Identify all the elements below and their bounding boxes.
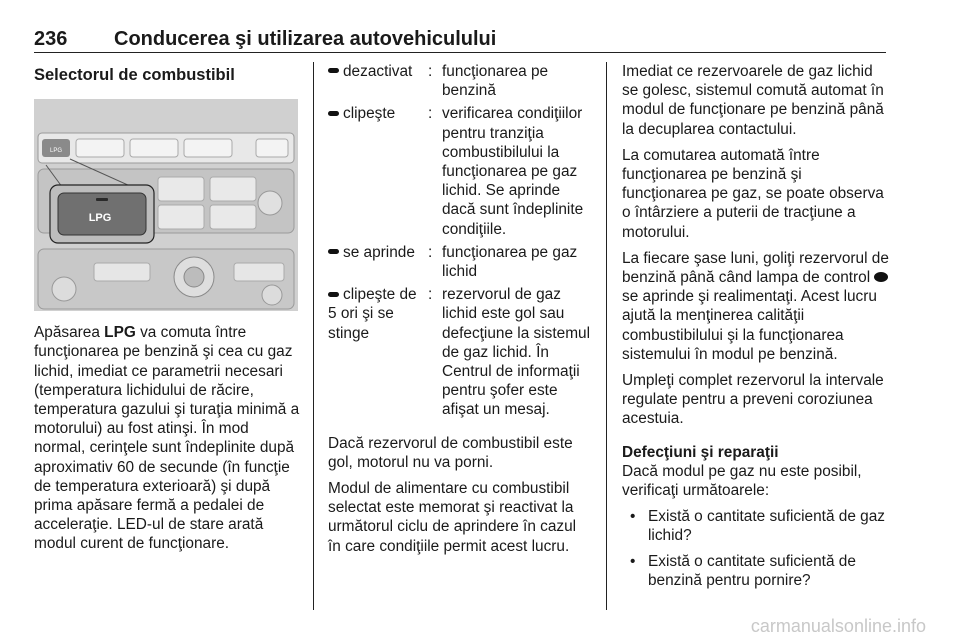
led-description: rezervorul de gaz lichid este gol sau defecţiune la sistemul de gaz lichid. În Centrul de informaţii pentru şofer este afişat un mesaj. — [442, 286, 590, 419]
six-months-prefix: La fiecare şase luni, goliţi rezervorul de benzină până când lampa de control — [622, 249, 889, 287]
led-state-label: dezactivat — [343, 63, 413, 80]
subheading-faults: Defecţiuni şi reparaţii — [622, 443, 779, 461]
led-colon: : — [428, 243, 433, 261]
list-item: • Există o cantitate suficientă de gaz lichid? — [622, 507, 890, 545]
led-state — [328, 285, 428, 419]
led-state — [328, 243, 428, 281]
six-months-suffix: se aprinde şi realimentaţi. Acest lucru ajută la menţinerea calităţii combustibilului şi la funcţionarea sistemului în modul pe benzină. — [622, 288, 877, 363]
led-colon: : — [428, 63, 433, 80]
paragraph-auto-switch: Imediat ce rezervoarele de gaz lichid se golesc, sistemul comută automat în modul de funcţionare pe benzină până la decuplarea contactului. — [622, 63, 884, 138]
paragraph-empty-tank: Dacă rezervorul de combustibil este gol, motorul nu va porni. — [328, 434, 573, 471]
lpg-keyword: LPG — [104, 324, 136, 342]
page-number: 236 — [34, 28, 68, 50]
led-table-row — [328, 243, 592, 281]
led-colon: : — [428, 105, 433, 123]
led-state — [328, 104, 428, 238]
column-middle — [328, 62, 592, 563]
led-description: funcţionarea pe gaz lichid — [442, 243, 578, 281]
lpg-description-rest: va comuta între funcţionarea pe benzină şi cea cu gaz lichid, imediat ce parametrii necesari (temperatura lichidului de răcire, temperatura gazului şi turaţia minimă a motorului) au fost atinşi. În mod normal, cerinţele sunt îndeplinite după aproximativ 60 de secunde (în funcţie de temperatura exterioară) şi după prima apăsare fermă a pedalei de acceleraţie. LED-ul de stare arată modul curent de funcţionare. — [34, 324, 300, 553]
led-description: funcţionarea pe benzină — [442, 63, 549, 100]
led-status-table — [328, 62, 592, 420]
led-dash-icon — [328, 249, 339, 254]
led-colon: : — [428, 286, 433, 304]
led-dash-icon — [328, 68, 339, 73]
led-table-row — [328, 62, 592, 100]
chapter-title: Conducerea şi utilizarea autovehiculului — [114, 28, 497, 50]
column-right — [622, 62, 890, 596]
section-title: Selectorul de combustibil — [34, 66, 235, 84]
watermark: carmanualsonline.info — [750, 616, 926, 636]
column-divider — [606, 62, 607, 610]
lpg-description-prefix: Apăsarea — [34, 324, 105, 342]
lpg-button-small-label: LPG — [49, 148, 63, 155]
led-state-label: clipeşte — [343, 105, 396, 123]
paragraph-check: Dacă modul pe gaz nu este posibil, verificaţi următoarele: — [622, 462, 862, 500]
led-state-label: se aprinde — [343, 243, 415, 261]
dashboard-drawing — [34, 99, 298, 311]
lpg-description — [34, 323, 300, 553]
paragraph-memorized-mode: Modul de alimentare cu combustibil selectat este memorat şi reactivat la următorul ciclu de aprindere în cazul în care condiţiile permit acest lucru. — [328, 480, 577, 555]
control-lamp-icon — [874, 272, 888, 282]
column-divider — [313, 62, 314, 610]
paragraph-fill-tank: Umpleţi complet rezervorul la intervale regulate pentru a preveni coroziunea acestuia. — [622, 372, 884, 428]
lpg-button-large-label: LPG — [88, 212, 112, 225]
page-header — [34, 28, 886, 53]
column-left — [34, 62, 300, 561]
led-state — [328, 62, 428, 100]
list-item: • Există o cantitate suficientă de benzină pentru pornire? — [622, 552, 890, 590]
paragraph-delay: La comutarea automată între funcţionarea pe benzină şi funcţionarea pe gaz, se poate observa o întârziere a puterii de tracţiune a motorului. — [622, 146, 884, 241]
led-description: verificarea condiţiilor pentru tranziţia combustibilului la funcţionarea pe gaz lichid. Se aprinde dacă sunt îndeplinite condiţiile. — [442, 105, 584, 238]
led-table-row — [328, 285, 592, 419]
fuel-selector-illustration — [34, 99, 298, 311]
paragraph-six-months — [622, 249, 890, 364]
led-dash-icon — [328, 111, 339, 116]
check-list — [622, 507, 890, 590]
led-table-row — [328, 104, 592, 238]
led-dash-icon — [328, 292, 339, 297]
led-state-label: clipeşte de 5 ori şi se stinge — [328, 286, 417, 342]
